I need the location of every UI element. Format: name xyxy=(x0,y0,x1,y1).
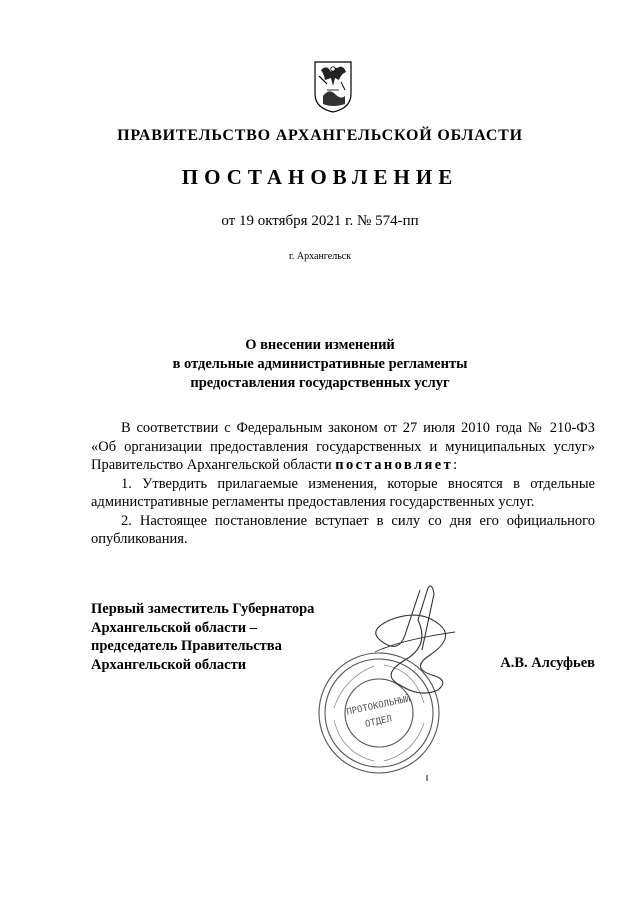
signatory-name: А.В. Алсуфьев xyxy=(500,655,595,671)
body-line: В соответствии с Федеральным законом от 27 июля 2010 года № 210-ФЗ xyxy=(121,420,595,436)
scan-mark xyxy=(426,775,428,781)
signatory-position-line: Первый заместитель Губернатора xyxy=(91,601,315,617)
body-text: Правительство Архангельской области xyxy=(91,457,332,473)
body-line: 2. Настоящее постановление вступает в силу со дня его официального xyxy=(121,512,595,529)
government-title: ПРАВИТЕЛЬСТВО АРХАНГЕЛЬСКОЙ ОБЛАСТИ xyxy=(117,127,523,144)
body-line: опубликования. xyxy=(91,531,188,547)
document-title-line: О внесении изменений xyxy=(245,337,395,353)
seal-inner-text: ОТДЕЛ xyxy=(364,714,393,730)
seal-inner-text: ПРОТОКОЛЬНЫЙ xyxy=(345,694,412,718)
handwritten-signature-icon xyxy=(360,580,470,700)
document-body xyxy=(91,419,595,549)
signatory-position-line: Архангельской области xyxy=(91,656,247,673)
document-title xyxy=(0,336,640,393)
document-title-line: в отдельные административные регламенты xyxy=(172,356,468,372)
document-date-number: от 19 октября 2021 г. № 574-пп xyxy=(221,213,419,229)
body-line xyxy=(91,456,595,475)
body-line: 1. Утвердить прилагаемые изменения, которые вносятся в отдельные xyxy=(121,475,595,492)
document-city: г. Архангельск xyxy=(288,251,352,262)
signatory-position-line: председатель Правительства xyxy=(91,638,282,654)
decree-keyword: постановляет xyxy=(335,457,454,473)
signatory-position-line: Архангельской области – xyxy=(91,619,257,636)
body-text: : xyxy=(453,457,458,473)
coat-of-arms-icon xyxy=(313,60,353,114)
body-line: административные регламенты предоставления государственных услуг. xyxy=(91,494,535,510)
document-type: ПОСТАНОВЛЕНИЕ xyxy=(181,165,459,189)
body-line: «Об организации предоставления государственных и муниципальных услуг» xyxy=(91,438,595,455)
document-title-line: предоставления государственных услуг xyxy=(190,375,450,391)
